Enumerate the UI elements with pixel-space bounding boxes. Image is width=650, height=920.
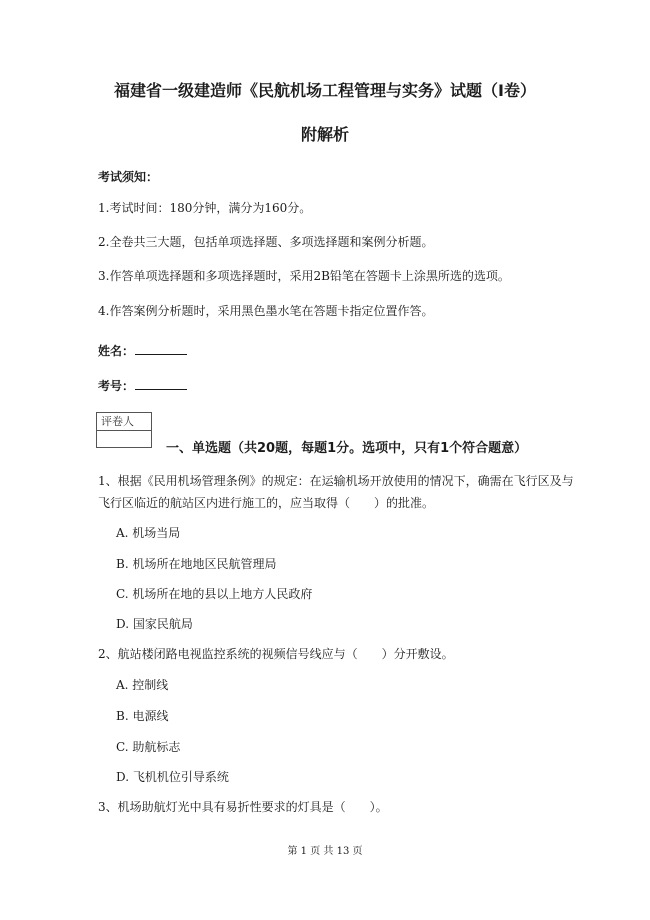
document-title-line2: 附解析 [300, 125, 349, 144]
question-1-option-c: C. 机场所在地的县以上地方人民政府 [116, 587, 313, 601]
notice-item-3: 3.作答单项选择题和多项选择题时，采用2B铅笔在答题卡上涂黑所选的选项。 [98, 269, 510, 283]
grader-label: 评卷人 [97, 413, 151, 431]
notice-item-2: 2.全卷共三大题，包括单项选择题、多项选择题和案例分析题。 [98, 235, 434, 249]
document-title-line1: 福建省一级建造师《民航机场工程管理与实务》试题（I卷） [114, 81, 536, 100]
question-2-option-a: A. 控制线 [116, 678, 169, 692]
question-2-option-d: D. 飞机机位引导系统 [116, 770, 229, 784]
question-1-option-b: B. 机场所在地地区民航管理局 [116, 557, 277, 571]
question-3-stem: 3、机场助航灯光中具有易折性要求的灯具是（ ）。 [98, 800, 388, 814]
question-2-option-b: B. 电源线 [116, 709, 169, 723]
name-blank [135, 342, 187, 355]
id-field [98, 377, 187, 394]
grader-box [96, 412, 152, 448]
notice-item-4: 4.作答案例分析题时，采用黑色墨水笔在答题卡指定位置作答。 [98, 304, 434, 318]
page-footer: 第 1 页 共 13 页 [287, 846, 363, 857]
section-heading: 一、单选题（共20题，每题1分。选项中，只有1个符合题意） [166, 441, 528, 456]
question-2-option-c: C. 助航标志 [116, 740, 181, 754]
name-label: 姓名： [98, 344, 135, 358]
question-1-stem-line1: 1、根据《民用机场管理条例》的规定：在运输机场开放使用的情况下，确需在飞行区及与 [98, 474, 574, 488]
id-label: 考号： [98, 379, 135, 393]
question-1-option-d: D. 国家民航局 [116, 617, 193, 631]
notice-heading: 考试须知： [98, 170, 159, 184]
name-field [98, 342, 187, 359]
id-blank [135, 377, 187, 390]
question-1-stem-line2: 飞行区临近的航站区内进行施工的，应当取得（ ）的批准。 [98, 496, 435, 510]
notice-item-1: 1.考试时间：180分钟，满分为160分。 [98, 201, 312, 215]
question-2-stem: 2、航站楼闭路电视监控系统的视频信号线应与（ ）分开敷设。 [98, 647, 454, 661]
question-1-option-a: A. 机场当局 [116, 526, 181, 540]
